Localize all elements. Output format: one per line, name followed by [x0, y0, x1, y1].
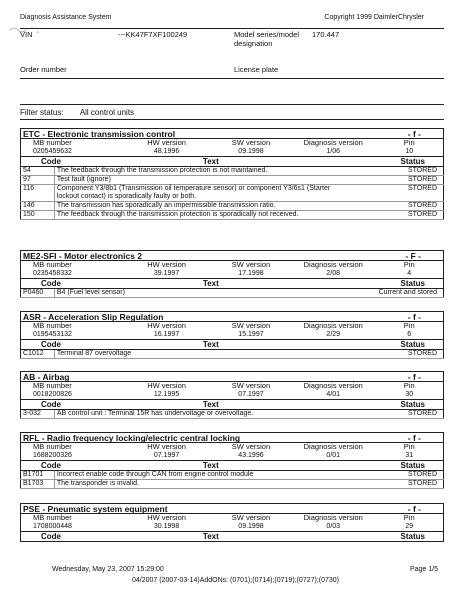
fault-row — [21, 410, 444, 419]
fault-status: STORED — [350, 410, 443, 419]
control-unit-section — [20, 371, 444, 419]
divider — [20, 104, 444, 105]
mb-number-header: MB number — [33, 321, 72, 330]
fault-status: STORED — [350, 202, 443, 211]
hw-version: 12.1995 — [153, 390, 180, 398]
pin-value: 30 — [405, 390, 414, 398]
code-header: Code — [41, 399, 61, 409]
divider — [20, 119, 444, 120]
pin-value: 31 — [405, 451, 414, 459]
diagnosis-version-header: Diagnosis version — [303, 321, 363, 330]
control-unit-section — [20, 128, 444, 220]
control-unit-section — [20, 503, 444, 542]
version-table — [20, 443, 444, 461]
version-table — [20, 382, 444, 400]
fault-text: Incorrect enable code through CAN from engine control module — [54, 471, 350, 480]
version-table — [20, 261, 444, 279]
status-header: Status — [400, 278, 425, 288]
hw-version: 30.1998 — [153, 522, 180, 530]
fault-flag: - f - — [407, 372, 421, 382]
vin-value: ---KK47F7XF100249 — [118, 30, 188, 39]
text-header: Text — [202, 399, 219, 409]
report-datetime: Wednesday, May 23, 2007 15:29:00 — [52, 566, 164, 573]
section-title — [20, 311, 444, 322]
fault-table-header — [20, 157, 444, 167]
fault-flag: - f - — [407, 129, 421, 139]
filter-label: Filter status: — [20, 108, 64, 117]
code-header: Code — [41, 156, 61, 166]
fault-code: P0460 — [21, 289, 55, 298]
diagnosis-version-header: Diagnosis version — [303, 381, 363, 390]
diagnosis-version: 1/06 — [326, 147, 341, 155]
sw-version: 07.1997 — [238, 390, 264, 398]
fault-status: STORED — [350, 471, 443, 480]
pin-value: 29 — [405, 522, 414, 530]
system-name: Diagnosis Assistance System — [20, 14, 112, 21]
section-title — [20, 371, 444, 382]
fault-text: Test fault (ignore) — [54, 175, 350, 184]
fault-table-header — [20, 461, 444, 471]
fault-status: STORED — [350, 350, 443, 359]
mb-number: 0205459632 — [33, 147, 72, 155]
hw-version-header: HW version — [147, 260, 186, 269]
sw-version-header: SW version — [231, 260, 271, 269]
software-addons: 04/2007 (2007-03-14)AddONs: (0701);(0714);(0719);(0727);(0730) — [132, 577, 340, 584]
code-header: Code — [41, 339, 61, 349]
fault-status: Current and stored — [350, 289, 443, 298]
sw-version-header: SW version — [231, 381, 271, 390]
page-number: Page 1/5 — [409, 566, 438, 573]
text-header: Text — [202, 531, 219, 541]
fault-code: 3-032 — [21, 410, 55, 419]
diagnosis-version: 4/01 — [326, 390, 341, 398]
fault-table-header — [20, 532, 444, 542]
hw-version: 07.1997 — [153, 451, 180, 459]
fault-code: B1701 — [21, 471, 55, 480]
fault-flag: - f - — [407, 433, 421, 443]
section-name: AB - Airbag — [23, 372, 70, 382]
fault-table-header — [20, 340, 444, 350]
filter-status — [20, 108, 444, 117]
hw-version: 39.1997 — [153, 269, 180, 277]
fault-text: The feedback through the transmission protection is not maintained. — [54, 167, 350, 176]
fault-table-header — [20, 279, 444, 289]
status-header: Status — [400, 156, 425, 166]
fault-text: AB control unit : Terminal 15R has undervoltage or overvoltage. — [54, 410, 350, 419]
fault-code: 150 — [21, 211, 55, 220]
section-title — [20, 503, 444, 514]
diagnosis-version: 2/29 — [326, 330, 341, 338]
fault-flag: - f - — [407, 312, 421, 322]
fault-table — [20, 410, 444, 419]
section-title — [20, 250, 444, 261]
fault-flag: - F - — [405, 251, 421, 261]
filter-value: All control units — [79, 108, 135, 117]
fault-text: B4 (Fuel level sensor) — [54, 289, 350, 298]
control-unit-section — [20, 311, 444, 359]
hw-version-header: HW version — [147, 138, 186, 147]
fault-row — [21, 211, 444, 220]
section-name: ASR - Acceleration Slip Regulation — [23, 312, 164, 322]
pin-header: Pin — [403, 381, 415, 390]
hw-version-header: HW version — [147, 442, 186, 451]
code-header: Code — [41, 278, 61, 288]
sw-version: 17.1998 — [238, 269, 264, 277]
fault-row — [21, 175, 444, 184]
mb-number-header: MB number — [33, 260, 72, 269]
fault-table-header — [20, 400, 444, 410]
section-title — [20, 128, 444, 139]
sw-version-header: SW version — [231, 442, 271, 451]
fault-code: B1703 — [21, 479, 55, 488]
fault-status: STORED — [350, 167, 443, 176]
section-name: RFL - Radio frequency locking/electric central locking — [23, 433, 241, 443]
fault-table — [20, 167, 444, 220]
fault-flag: - f - — [407, 504, 421, 514]
license-plate-label: License plate — [234, 65, 279, 74]
divider — [20, 28, 444, 29]
mb-number: 1688200326 — [33, 451, 72, 459]
fault-text: The transponder is invalid. — [54, 479, 350, 488]
hw-version: 48.1996 — [153, 147, 180, 155]
fault-row — [21, 184, 444, 201]
fault-table — [20, 289, 444, 298]
pin-value: 6 — [407, 330, 412, 338]
mb-number: 0195453132 — [33, 330, 72, 338]
pin-header: Pin — [403, 321, 415, 330]
order-number-label: Order number — [20, 65, 67, 74]
diagnosis-version-header: Diagnosis version — [303, 513, 363, 522]
status-header: Status — [400, 399, 425, 409]
pin-value: 4 — [407, 269, 412, 277]
mb-number-header: MB number — [33, 513, 72, 522]
hw-version-header: HW version — [147, 513, 186, 522]
code-header: Code — [41, 460, 61, 470]
text-header: Text — [202, 278, 219, 288]
version-table — [20, 514, 444, 532]
pin-value: 10 — [405, 147, 414, 155]
fault-table — [20, 350, 444, 359]
text-header: Text — [202, 339, 219, 349]
divider — [20, 78, 444, 79]
sw-version-header: SW version — [231, 138, 271, 147]
mb-number: 1708000448 — [33, 522, 72, 530]
model-label: Model series/model designation — [234, 30, 300, 48]
fault-status: STORED — [350, 479, 443, 488]
control-unit-section — [20, 250, 444, 298]
fault-code: 54 — [21, 167, 55, 176]
diagnosis-version-header: Diagnosis version — [303, 260, 363, 269]
version-table — [20, 322, 444, 340]
mb-number-header: MB number — [33, 442, 72, 451]
fault-status: STORED — [350, 175, 443, 184]
text-header: Text — [202, 460, 219, 470]
diagnosis-version: 2/08 — [326, 269, 341, 277]
mb-number-header: MB number — [33, 138, 72, 147]
sw-version-header: SW version — [231, 321, 271, 330]
fault-text: The feedback through the transmission protection is sporadically not received. — [54, 211, 350, 220]
fault-table — [20, 471, 444, 489]
fault-row — [21, 289, 444, 298]
status-header: Status — [400, 531, 425, 541]
fault-status: STORED — [350, 184, 443, 201]
hw-version-header: HW version — [147, 321, 186, 330]
pin-header: Pin — [403, 513, 415, 522]
sw-version-header: SW version — [231, 513, 271, 522]
version-table — [20, 139, 444, 157]
sw-version: 09.1998 — [238, 522, 264, 530]
diagnosis-version-header: Diagnosis version — [303, 138, 363, 147]
section-name: ME2-SFI - Motor electronics 2 — [23, 251, 143, 261]
fault-text: Component Y3/8b1 (Transmission oil temperature sensor) or component Y3/6s1 (Starter lockout contact) is sporadically faulty or both. — [54, 184, 350, 201]
vin-label: VIN — [20, 30, 33, 39]
pin-header: Pin — [403, 138, 415, 147]
fault-code: 146 — [21, 202, 55, 211]
copyright: Copyright 1999 DaimlerChrysler — [324, 14, 424, 21]
model-value: 170.447 — [312, 30, 340, 39]
section-name: ETC - Electronic transmission control — [23, 129, 176, 139]
status-header: Status — [400, 339, 425, 349]
hw-version: 16.1997 — [153, 330, 180, 338]
section-name: PSE - Pneumatic system equipment — [23, 504, 168, 514]
fault-status: STORED — [350, 211, 443, 220]
hw-version-header: HW version — [147, 381, 186, 390]
fault-code: C1012 — [21, 350, 55, 359]
fault-code: 116 — [21, 184, 55, 201]
status-header: Status — [400, 460, 425, 470]
text-header: Text — [202, 156, 219, 166]
fault-row — [21, 479, 444, 488]
fault-text: The transmission has sporadically an impermissible transmission ratio. — [54, 202, 350, 211]
diagnosis-version: 0/01 — [326, 451, 341, 459]
section-title — [20, 432, 444, 443]
fault-code: 97 — [21, 175, 55, 184]
fault-row — [21, 202, 444, 211]
sw-version: 09.1998 — [238, 147, 264, 155]
mb-number-header: MB number — [33, 381, 72, 390]
pin-header: Pin — [403, 260, 415, 269]
vehicle-info-block — [20, 28, 440, 80]
fault-text: Terminal 87 overvoltage — [54, 350, 350, 359]
fault-row — [21, 167, 444, 176]
diagnosis-version-header: Diagnosis version — [303, 442, 363, 451]
control-unit-section — [20, 432, 444, 489]
fault-row — [21, 471, 444, 480]
diagnosis-version: 0/03 — [326, 522, 341, 530]
fault-row — [21, 350, 444, 359]
mb-number: 0235458332 — [33, 269, 72, 277]
mb-number: 0018200826 — [33, 390, 72, 398]
sw-version: 43.1996 — [238, 451, 264, 459]
code-header: Code — [41, 531, 61, 541]
sw-version: 15.1997 — [238, 330, 264, 338]
pin-header: Pin — [403, 442, 415, 451]
